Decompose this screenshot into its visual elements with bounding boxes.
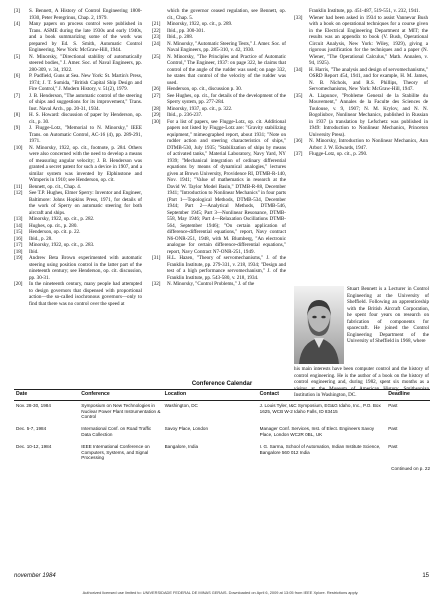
reference-entry [152, 119, 286, 256]
header-conference: Conference [79, 390, 162, 401]
reference-text: H. Harris, "The analysis and design of servomechanisms," OSRD Report 454, 1941, and for example, H. M. James, N. B. Nichols, and R.S. Phillips, Theory of Servomechanisms, New York: McGraw-Hill, 1947. [309, 66, 428, 92]
reference-text: which the governor ceased regulation, see Bennett, op. cit., Chap. 5. [167, 8, 286, 21]
reference-text: S. Bennett, A History of Control Engineering 1800-1930, Peter Peregrinus, Chap. 2, 1979. [29, 8, 142, 21]
reference-text: N. Minorsky, "Control Problems," J. of the [167, 281, 255, 287]
reference-entry [294, 151, 428, 158]
reference-entry [294, 138, 428, 151]
reference-number: [14] [14, 222, 23, 229]
reference-number: [30] [152, 118, 161, 125]
reference-text: Minorsky, 1937, op. cit., p. 322. [167, 105, 233, 112]
reference-number: [34] [294, 66, 303, 73]
reference-number: [13] [14, 216, 23, 222]
reference-text: N. Minorsky, "Automatic Steering Tests," J. Amer. Soc. of Naval Engineers, pp. 285-310, v. 42, 1930. [167, 40, 286, 53]
reference-text: Ibid., p. 28. [29, 235, 53, 242]
license-notice: Authorized licensed use limited to: UNIVERSIDADE FEDERAL DE MINAS GERAIS. Downloaded on April 6, 2009 at 13:05 from IEEE Xplore. Restrictions apply. [82, 590, 359, 595]
calendar-table [14, 389, 430, 465]
row-conference: IEEE International Conference on Computers, Systems, and Signal Processing [81, 443, 150, 461]
reference-number: [20] [14, 281, 23, 287]
issue-date: november 1984 [14, 573, 56, 579]
header-deadline: Deadline [386, 390, 430, 401]
row-deadline: Past [388, 402, 398, 408]
row-date: Dec. 10-12, 1984 [16, 443, 52, 449]
reference-text: Minorsky, 1922, op. cit., p. 289. [167, 21, 233, 27]
row-date: Dec. 5-7, 1984 [16, 426, 47, 432]
reference-text: N. Minorsky, "The Principles and Practice of Automatic Control," The Engineer, 1937: on page 322, he claims that control of the angle of the rudder was used; on page 332, he states that control of the velocity of the rudder was used. [167, 53, 286, 86]
reference-text: Ibid., p. 288. [167, 34, 194, 40]
references-column-2 [152, 8, 286, 288]
reference-text: Ibid., p. 236-237. [167, 112, 203, 118]
reference-entry [152, 41, 286, 54]
row-date: Nov. 28-30, 1984 [16, 402, 51, 408]
reference-number: [18] [14, 248, 23, 255]
reference-text: Franklin Institute, pp. 451-487, 519-551, v. 232, 1941. [309, 8, 420, 14]
row-contact: I. G. Sarma, School of Automation, Indian Institute Science, Bangalore 560 012 India [259, 443, 381, 455]
row-deadline: Past [388, 426, 398, 432]
reference-number: [31] [152, 255, 161, 261]
reference-entry [14, 125, 142, 145]
reference-number: [33] [294, 14, 303, 21]
reference-text: A. Liapunov, "Probleme General de la Stabilite du Mouvement," Annales de la Faculte des Sciences de Toulouse, v. 9, 1907; N. M. Krylov, and N. N. Bogoliubov, Nonlinear Mechanics, published in Russian in 1937 (a translation by Lefschetz was published in 1949: Introduction to Nonlinear Mechanics, Princeton University Press). [309, 92, 428, 138]
reference-number: [8] [14, 112, 20, 118]
reference-text: See T.P. Hughes, Elmer Sperry: Inventor and Engineer, Baltimore: Johns Hopkins Press, 1971, for details of the work of Sperry on automatic steering for both aircraft and ships. [29, 190, 142, 216]
reference-number: [7] [14, 92, 20, 99]
reference-number: [16] [14, 235, 23, 242]
references-column-1 [14, 8, 142, 307]
reference-entry [294, 67, 428, 93]
reference-entry [152, 8, 286, 21]
reference-number: [11] [14, 183, 23, 190]
row-deadline: Past [388, 443, 398, 449]
reference-number: [5] [14, 53, 20, 60]
reference-number: [6] [14, 73, 20, 79]
reference-entry [152, 54, 286, 87]
reference-text: Wiener had been asked in 1934 to assist Vannevar Bush with a book on operational techniques for a course given in the Electrical Engineering Department at MIT; the results was an appendix to book (V. Bush, Operational Circuit Analysis, New York: Wiley, 1929), giving a rigorous justification for the techniques and a paper (N. Wiener, "The Operational Calculus," Math. Annalen, v. 94, 1925). [309, 14, 428, 66]
reference-text: N. Minorsky, Introduction to Nonlinear Mechanics, Ann Arbor: J. W. Edwards, 1947. [309, 138, 428, 151]
reference-text: Minorsky, 1922, op. cit., p. 283. [29, 242, 95, 248]
reference-number: [25] [152, 53, 161, 60]
continued-note: Continued on p. 22 [391, 466, 430, 472]
reference-text: For a list of papers, see Flugge-Lotz, op. cit. Additional papers not listed by Flugge-Lotz are: "Gravity stabilizing equipment," mimeographed report, about 1931; "Note on rudder action and steering characteristics of ships," DTMB-530, July 1935; "Stabilization of ships by means of activated tanks," Material Laboratory, Navy Yard, NY 1939; "Mechanical integration of ordinary differential equations by means of dynamical analogies," lectures given at Brown University, Providence RI, DTMB-R-140, Nov. 1941; "Value of mathematics in research at the David W. Taylor Model Basin," DTMB-R-88, December 1941; "Introduction to Nonlinear Mechanics" in four parts (Part 1—Topological Methods, DTMB-534, December 1944; Part 2—Analytical Methods, DTMB-546, September 1945; Part 3—Nonlinear Resonance, DTMB-558, May 1946; Part 4—Relaxation Oscillations DTMB-564, September 1946); "On certain application of difference-differential equations," report, Navy contract N6-ONR-251, 1948, with M. Blumberg, "An electronic analogue for certain difference-differential equations," report, Navy Contract N7-ONR-251, 1949. [167, 118, 286, 255]
author-bio: Stuart Bennett is a Lecturer in Control Engineering at the University of Sheffield. Following an apprenticeship with the British Aircraft Corporation, he spent four years on research on fabrication of components for spacecraft. He joined the Control Engineering Department of the University of Sheffield in 1968, where [347, 286, 429, 344]
reference-text: Bennett, op. cit., Chap. 4. [29, 183, 82, 190]
reference-number: [4] [14, 21, 20, 27]
reference-text: N. Minorsky, 1922, op. cit., footnote, p. 284. Others were also concerned with the need to develop a means of measuring angular velocity; J. B. Henderson was granted a secret patent for such a device in 1907, and a similar system was invented by Elphinstone and Wimperis in 1910; see Henderson, op. cit. [29, 144, 142, 183]
reference-text: J. Flugge-Lotz, "Memorial to N. Minorsky," IEEE Trans. on Automatic Control, AC-16 (4), pp. 289-291, 1971. [29, 125, 142, 144]
row-location: Washington, DC [164, 402, 198, 408]
reference-entry [152, 93, 286, 106]
reference-entry [14, 73, 142, 93]
reference-number: [27] [152, 92, 161, 99]
page-footer [14, 573, 429, 579]
reference-text: In the nineteenth century, many people had attempted to design governors that dispensed with proportional action—the so-called isochronous governors—only to find that there was no control over the speed at [29, 281, 142, 307]
reference-text: See Hughes, op. cit., for details of the development of the Sperry system, pp. 277-284. [167, 92, 286, 105]
reference-number: [24] [152, 40, 161, 47]
reference-number: [15] [14, 229, 23, 235]
reference-text: Ibid. [29, 248, 39, 255]
row-conference: International Conf. on Road Traffic Data Collection [81, 426, 152, 437]
reference-number: [9] [14, 125, 20, 131]
reference-number: [21] [152, 21, 161, 27]
reference-number: [22] [152, 27, 161, 34]
references-column-3 [294, 8, 428, 158]
reference-text: H.L. Hazen, "Theory of servomechanisms," J. of the Franklin Institute, pp. 279-331, v. 218, 1934; "Design and test of a high performance servomechanism," J. of the Franklin Institute, pp. 543-580, v. 218, 1934. [167, 255, 286, 281]
reference-number: [32] [152, 281, 161, 287]
reference-number: [36] [294, 138, 303, 144]
reference-entry [14, 21, 142, 54]
reference-number: [10] [14, 144, 23, 151]
reference-text: Flugge-Lotz, op. cit., p. 290. [309, 151, 368, 157]
reference-number [152, 8, 167, 21]
reference-entry [294, 15, 428, 67]
reference-entry [14, 93, 142, 113]
reference-number: [17] [14, 242, 23, 248]
reference-entry [14, 54, 142, 74]
reference-text: Andrew Beta Brown experimented with automatic steering using position control in the latter part of the nineteenth century; see Henderson, op. cit. discussion, pp. 30-31. [29, 255, 142, 281]
row-location: Bangalore, India [164, 443, 199, 449]
reference-text: Henderson, op. cit., discussion p. 30. [167, 86, 243, 92]
calendar-row [14, 400, 430, 424]
page-number: 15 [422, 573, 429, 579]
reference-entry [152, 281, 286, 288]
row-contact: Manager Conf. Services, Inst. of Elect. Engineers Savoy Place, London WC2R 0BL, UK [259, 426, 375, 437]
reference-text: J. B. Henderson, "The automatic control of the steering of ships and suggestions for its improvement," Trans. Inst. Naval Arch., pp. 20-31, 1934. [29, 92, 142, 112]
author-photo [294, 286, 344, 364]
reference-number: [3] [14, 8, 20, 14]
row-location: Savoy Place, London [164, 426, 209, 432]
reference-text: H. S. Howard: discussion of paper by Henderson, op. cit., p. 30. [29, 112, 142, 125]
reference-entry [14, 190, 142, 216]
reference-text: Many papers on process control were published in Trans. ASME during the late 1930s and early 1940s, and a book summarizing some of the work was prepared by Ed. S. Smith, Automatic Control Engineering, New York: McGraw-Hill, 1944. [29, 21, 142, 53]
header-location: Location [163, 390, 258, 401]
reference-number: [23] [152, 34, 161, 40]
reference-text: N. Minorsky, "Directional stability of automatically steered bodies," J. Amer. Soc. of Naval Engineers, pp. 280-309, v. 34, 1922. [29, 53, 142, 73]
calendar-row [14, 442, 430, 465]
reference-entry [294, 93, 428, 139]
calendar-title: Conference Calendar [191, 381, 253, 387]
reference-number: [37] [294, 151, 303, 157]
reference-text: Minorsky, 1922, op. cit., p. 282. [29, 216, 95, 222]
reference-number: [19] [14, 255, 23, 261]
reference-entry [14, 255, 142, 281]
reference-text: Hughes, op. cit., p. 280. [29, 222, 78, 229]
reference-number: [35] [294, 92, 303, 99]
header-date: Date [14, 390, 79, 401]
reference-entry [14, 281, 142, 307]
reference-number: [29] [152, 112, 161, 118]
reference-entry [14, 145, 142, 184]
reference-text: Ibid., pp. 300-301. [167, 27, 205, 34]
row-conference: Symposium on New Technologies in Nuclear Power Plant Instrumentation & Control [81, 402, 161, 420]
calendar-row [14, 424, 430, 442]
conference-calendar [14, 381, 430, 471]
author-bio-continued: his main interests have been computer control and the history of control engineering. He is the author of a book on the history of control engineering and, during 1982, spent six months as a visitor at the Museum of American History, Smithsonian Institution in Washington, DC. [294, 366, 429, 398]
reference-entry [14, 8, 142, 21]
reference-entry [14, 112, 142, 125]
reference-text: Henderson, op. cit. p. 22. [29, 229, 81, 235]
reference-number: [12] [14, 190, 23, 196]
row-contact: J. Louis Tyler, I&C Symposium, EG&G Idaho, Inc., P.O. Box 1625, WCB W-2 Idaho Falls, ID 83415 [259, 402, 381, 414]
header-contact: Contact [258, 390, 387, 401]
reference-entry [152, 255, 286, 281]
reference-text: P. Padfield, Guns at Sea. New York: St. Martin's Press, 1974; J. T. Sumida, "British Capital Ship Design and Fire Control," J. Modern History, v. 51(2), 1979. [29, 73, 142, 92]
reference-number: [26] [152, 86, 161, 92]
reference-number: [28] [152, 105, 161, 112]
